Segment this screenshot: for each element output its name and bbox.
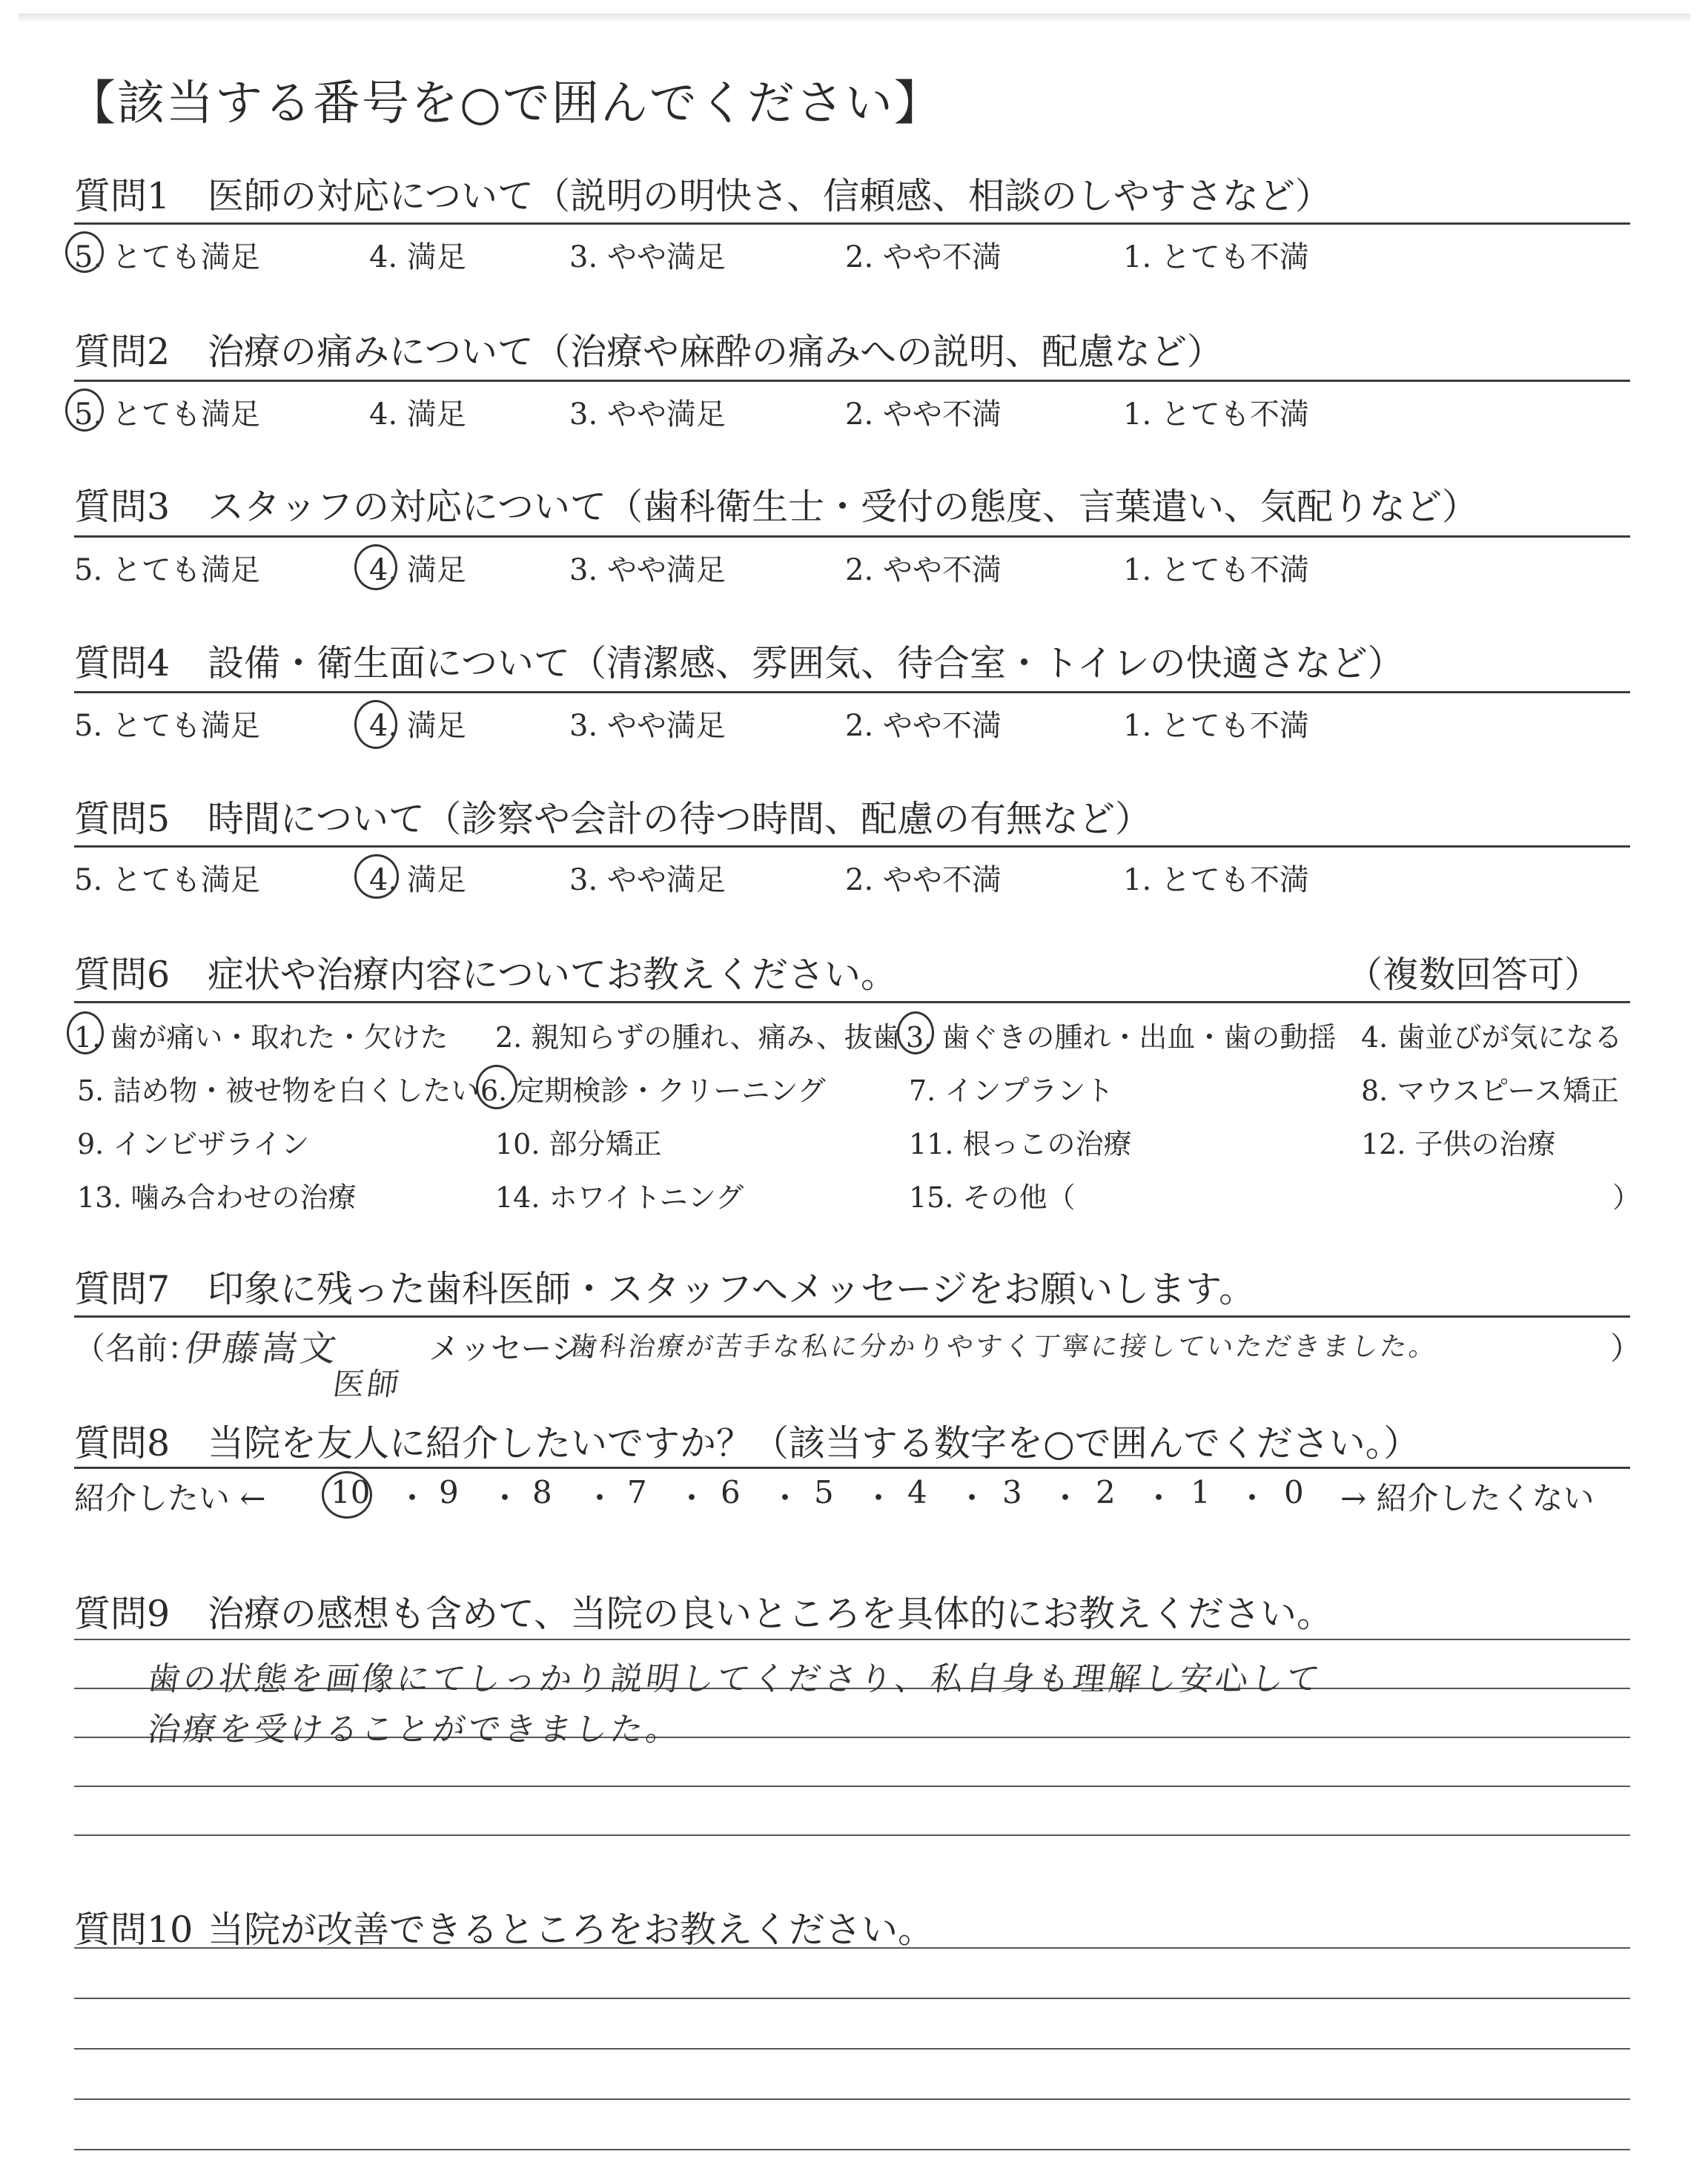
q5-option-3[interactable]: 3. やや満足 [569,863,726,897]
question-text: スタッフの対応について（歯科衛生士・受付の態度、言葉遣い、気配りなど） [208,486,1479,528]
recommend-left-label: 紹介したい ← [74,1480,266,1516]
q6-option-10[interactable]: 10. 部分矯正 [495,1128,662,1160]
question-text: 症状や治療内容についてお教えください。 [208,954,898,996]
question-text: 医師の対応について（説明の明快さ、信頼感、相談のしやすさなど） [208,175,1332,217]
q5-option-2[interactable]: 2. やや不満 [845,863,1002,897]
q5-option-1[interactable]: 1. とても不満 [1123,863,1309,897]
scale-dot: ・ [489,1480,521,1516]
q1-option-3[interactable]: 3. やや満足 [569,240,726,274]
multiple-answers-note: （複数回答可） [1345,954,1601,996]
q4-option-5[interactable]: 5. とても満足 [74,709,260,743]
q6-option-11[interactable]: 11. 根っこの治療 [909,1128,1132,1160]
scale-10[interactable]: 10 [331,1474,371,1510]
question-7 [74,1261,1255,1312]
scale-dot: ・ [863,1480,895,1516]
answer-line [74,1998,1630,1999]
answer-line [74,1639,1630,1640]
handwritten-answer-line-1: 歯の状態を画像にてしっかり説明してくださり、私自身も理解し安心して [145,1660,1325,1698]
scale-3[interactable]: 3 [1002,1474,1022,1510]
divider [74,1001,1630,1003]
scale-dot: ・ [956,1480,988,1516]
scale-dot: ・ [1050,1480,1082,1516]
scale-8[interactable]: 8 [532,1474,552,1510]
scale-dot: ・ [1143,1480,1175,1516]
q6-option-8[interactable]: 8. マウスピース矯正 [1361,1074,1619,1107]
handwritten-name: 伊藤嵩文 [182,1328,342,1370]
q2-option-2[interactable]: 2. やや不満 [845,397,1002,432]
scale-2[interactable]: 2 [1096,1474,1116,1510]
q4-option-1[interactable]: 1. とても不満 [1123,709,1309,743]
divider [74,380,1630,382]
question-1 [74,168,1331,219]
question-10 [74,1901,934,1953]
scale-6[interactable]: 6 [721,1474,741,1510]
q1-option-2[interactable]: 2. やや不満 [845,240,1002,274]
scale-0[interactable]: 0 [1284,1474,1304,1510]
answer-line [74,2098,1630,2100]
question-label: 質問3 [74,486,171,528]
q1-option-5[interactable]: 5. とても満足 [74,240,260,274]
answer-line [74,2048,1630,2050]
question-text: 治療の痛みについて（治療や麻酔の痛みへの説明、配慮など） [208,331,1224,373]
q3-option-1[interactable]: 1. とても不満 [1123,553,1309,587]
q4-option-4[interactable]: 4. 満足 [369,709,466,743]
q3-option-3[interactable]: 3. やや満足 [569,553,726,587]
q2-option-1[interactable]: 1. とても不満 [1123,397,1309,432]
q6-option-12[interactable]: 12. 子供の治療 [1361,1128,1556,1160]
scale-7[interactable]: 7 [627,1474,647,1510]
question-text: 当院を友人に紹介したいですか？（該当する数字を○で囲んでください。） [208,1422,1420,1464]
question-5 [74,790,1151,842]
answer-line [74,1947,1630,1949]
question-text: 設備・衛生面について（清潔感、雰囲気、待合室・トイレの快適さなど） [208,642,1404,684]
answer-line [74,1834,1630,1836]
answer-line [74,1786,1630,1787]
scale-dot: ・ [584,1480,616,1516]
scale-9[interactable]: 9 [439,1474,459,1510]
q6-option-2[interactable]: 2. 親知らずの腫れ、痛み、抜歯 [495,1021,901,1054]
q4-option-2[interactable]: 2. やや不満 [845,709,1002,743]
scale-dot: ・ [397,1480,428,1516]
question-label: 質問7 [74,1268,171,1310]
question-text: 時間について（診察や会計の待つ時間、配慮の有無など） [208,798,1152,840]
q5-option-4[interactable]: 4. 満足 [369,863,466,897]
scale-1[interactable]: 1 [1191,1474,1211,1510]
q5-option-5[interactable]: 5. とても満足 [74,863,260,897]
q6-other-close: ） [1612,1181,1641,1214]
question-text: 当院が改善できるところをお教えください。 [208,1909,935,1951]
handwritten-answer-line-2: 治療を受けることができました。 [145,1711,684,1748]
answer-line [74,2149,1630,2150]
question-2 [74,323,1223,375]
question-label: 質問2 [74,331,171,373]
question-label: 質問9 [74,1593,171,1635]
question-label: 質問5 [74,798,171,840]
question-9 [74,1585,1333,1637]
question-text: 印象に残った歯科医師・スタッフへメッセージをお願いします。 [208,1268,1256,1310]
question-label: 質問4 [74,642,171,684]
q6-option-13[interactable]: 13. 噛み合わせの治療 [77,1181,357,1214]
scale-5[interactable]: 5 [814,1474,834,1510]
divider [74,535,1630,538]
instruction-heading: 【該当する番号を○で囲んでください】 [68,76,943,131]
q1-option-1[interactable]: 1. とても不満 [1123,240,1309,274]
q6-option-15[interactable]: 15. その他（ [909,1181,1076,1214]
q2-option-3[interactable]: 3. やや満足 [569,397,726,432]
handwritten-message: 歯科治療が苦手な私に分かりやすく丁寧に接していただきました。 [568,1332,1440,1362]
q3-option-5[interactable]: 5. とても満足 [74,553,260,587]
q4-option-3[interactable]: 3. やや満足 [569,709,726,743]
scale-dot: ・ [1237,1480,1268,1516]
q3-option-2[interactable]: 2. やや不満 [845,553,1002,587]
question-3 [74,478,1478,530]
q6-option-14[interactable]: 14. ホワイトニング [495,1181,744,1214]
q6-option-4[interactable]: 4. 歯並びが気になる [1361,1021,1623,1054]
divider [74,1315,1630,1318]
q3-option-4[interactable]: 4. 満足 [369,553,466,587]
divider [74,222,1630,225]
q6-option-7[interactable]: 7. インプラント [909,1074,1114,1107]
question-text: 治療の感想も含めて、当院の良いところを具体的にお教えください。 [208,1593,1334,1635]
recommend-right-label: → 紹介したくない [1340,1480,1595,1516]
q6-option-1[interactable]: 1. 歯が痛い・取れた・欠けた [74,1021,448,1054]
q6-option-9[interactable]: 9. インビザライン [77,1128,310,1160]
page-top-edge [18,13,1690,21]
question-6 [74,946,897,998]
q2-option-5[interactable]: 5. とても満足 [74,397,260,432]
q6-option-6[interactable]: 6. 定期検診・クリーニング [480,1074,826,1107]
handwritten-name-suffix: 医師 [331,1366,405,1402]
question-label: 質問6 [74,954,171,996]
scale-4[interactable]: 4 [907,1474,927,1510]
message-close: ） [1610,1330,1642,1367]
q2-option-4[interactable]: 4. 満足 [369,397,466,432]
question-8 [74,1415,1420,1467]
divider [74,1467,1630,1469]
q1-option-4[interactable]: 4. 満足 [369,240,466,274]
question-label: 質問8 [74,1422,171,1464]
divider [74,845,1630,848]
q6-option-3[interactable]: 3. 歯ぐきの腫れ・出血・歯の動揺 [906,1021,1337,1054]
message-label: メッセージ： [428,1330,614,1367]
question-label: 質問10 [74,1909,193,1951]
scale-dot: ・ [676,1480,708,1516]
divider [74,691,1630,693]
question-4 [74,635,1404,687]
q6-option-5[interactable]: 5. 詰め物・被せ物を白くしたい [77,1074,480,1107]
scale-dot: ・ [769,1480,801,1516]
question-label: 質問1 [74,175,171,217]
name-label: （名前： [74,1330,199,1367]
